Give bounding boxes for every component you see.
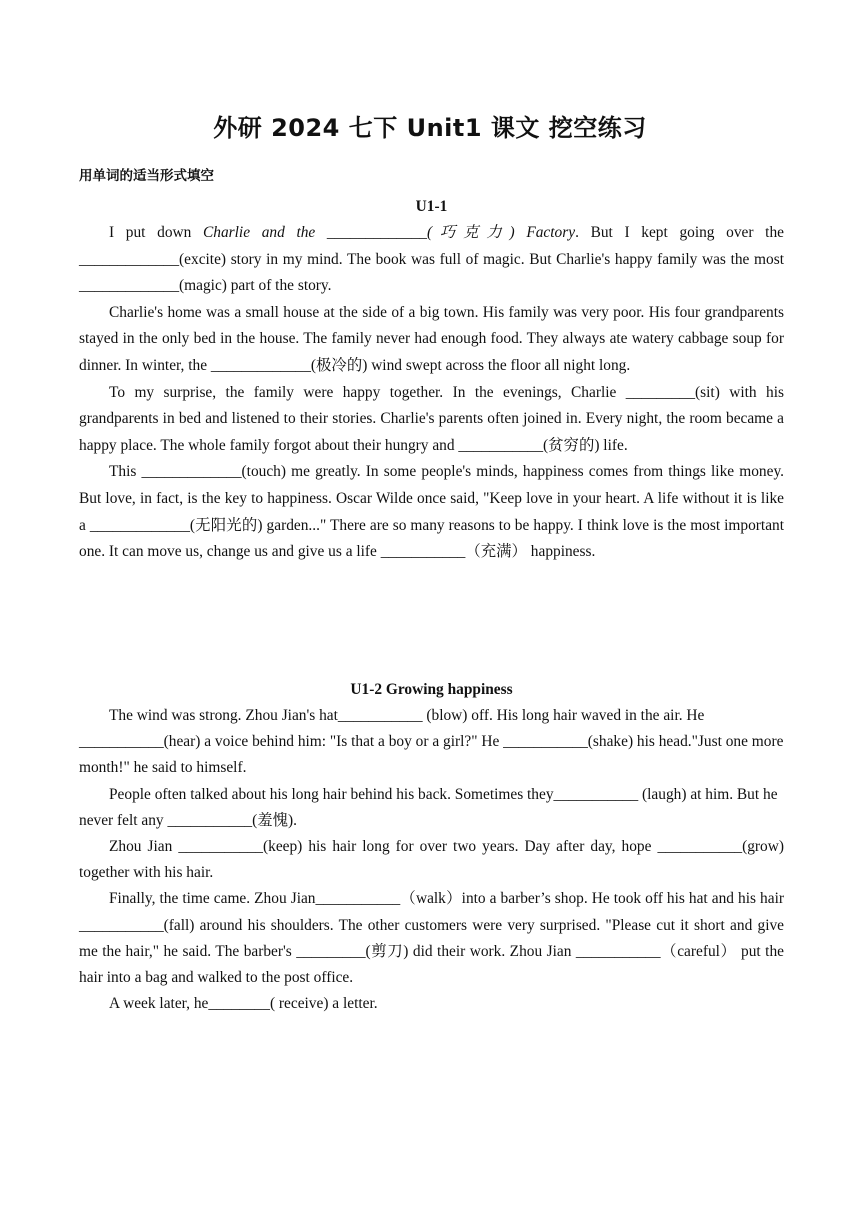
page-title: 外研 2024 七下 Unit1 课文 挖空练习 — [213, 114, 647, 142]
paragraph: Finally, the time came. Zhou Jian___________（walk）into a barber’s shop. He took off his hat and his hair ___________(fall) around his shoulders. The other customers were very surprised. "Please cut it short and give me the hair," he said. The barber's _________(剪刀) did their work. Zhou Jian ___________（careful） put the hair into a bag and walked to the post office. — [79, 890, 784, 987]
paragraph: The wind was strong. Zhou Jian's hat___________ (blow) off. His long hair waved in the air. He ___________(hear) a voice behind him: "Is that a boy or a girl?" He ___________(shake) his head."Just one more month!" he said to himself. — [79, 707, 784, 777]
section-u1-2 — [79, 677, 784, 1017]
paragraph: A week later, he________( receive) a letter. — [109, 995, 378, 1013]
section-heading: U1-2 Growing happiness — [350, 681, 513, 698]
paragraph-text: I put down — [109, 224, 203, 241]
paragraph: Zhou Jian ___________(keep) his hair long for over two years. Day after day, hope ___________(grow) together with his hair. — [79, 838, 784, 882]
paragraph-text: . But I kept going over the _____________(excite) story in my mind. The book was full of magic. But Charlie's happy family was the most _____________(magic) part of the story. — [79, 224, 784, 295]
paragraph — [79, 220, 784, 300]
paragraph: Charlie's home was a small house at the side of a big town. His family was very poor. His four grandparents stayed in the only bed in the house. The family never had enough food. They always ate watery cabbage soup for dinner. In winter, the _____________(极冷的) wind swept across the floor all night long. — [79, 303, 784, 374]
book-title-text: Charlie and the _____________(巧克力) Factory — [203, 224, 576, 241]
section-u1-1 — [79, 194, 784, 566]
instruction-heading: 用单词的适当形式填空 — [79, 168, 214, 184]
paragraph: To my surprise, the family were happy together. In the evenings, Charlie _________(sit) with his grandparents in bed and listened to their stories. Charlie's parents often joined in. Every night, the room became a happy place. The whole family forgot about their hungry and ___________(贫穷的) life. — [79, 383, 784, 454]
section-heading: U1-1 — [415, 198, 448, 215]
paragraph: People often talked about his long hair behind his back. Sometimes they___________ (laugh) at him. But he never felt any ___________(羞愧). — [79, 785, 778, 829]
paragraph: This _____________(touch) me greatly. In some people's minds, happiness comes from things like money. But love, in fact, is the key to happiness. Oscar Wilde once said, "Keep love in your heart. A life without it is like a _____________(无阳光的) garden..." There are so many reasons to be happy. I think love is the most important one. It can move us, change us and give us a life ___________（充满） happiness. — [79, 463, 784, 561]
